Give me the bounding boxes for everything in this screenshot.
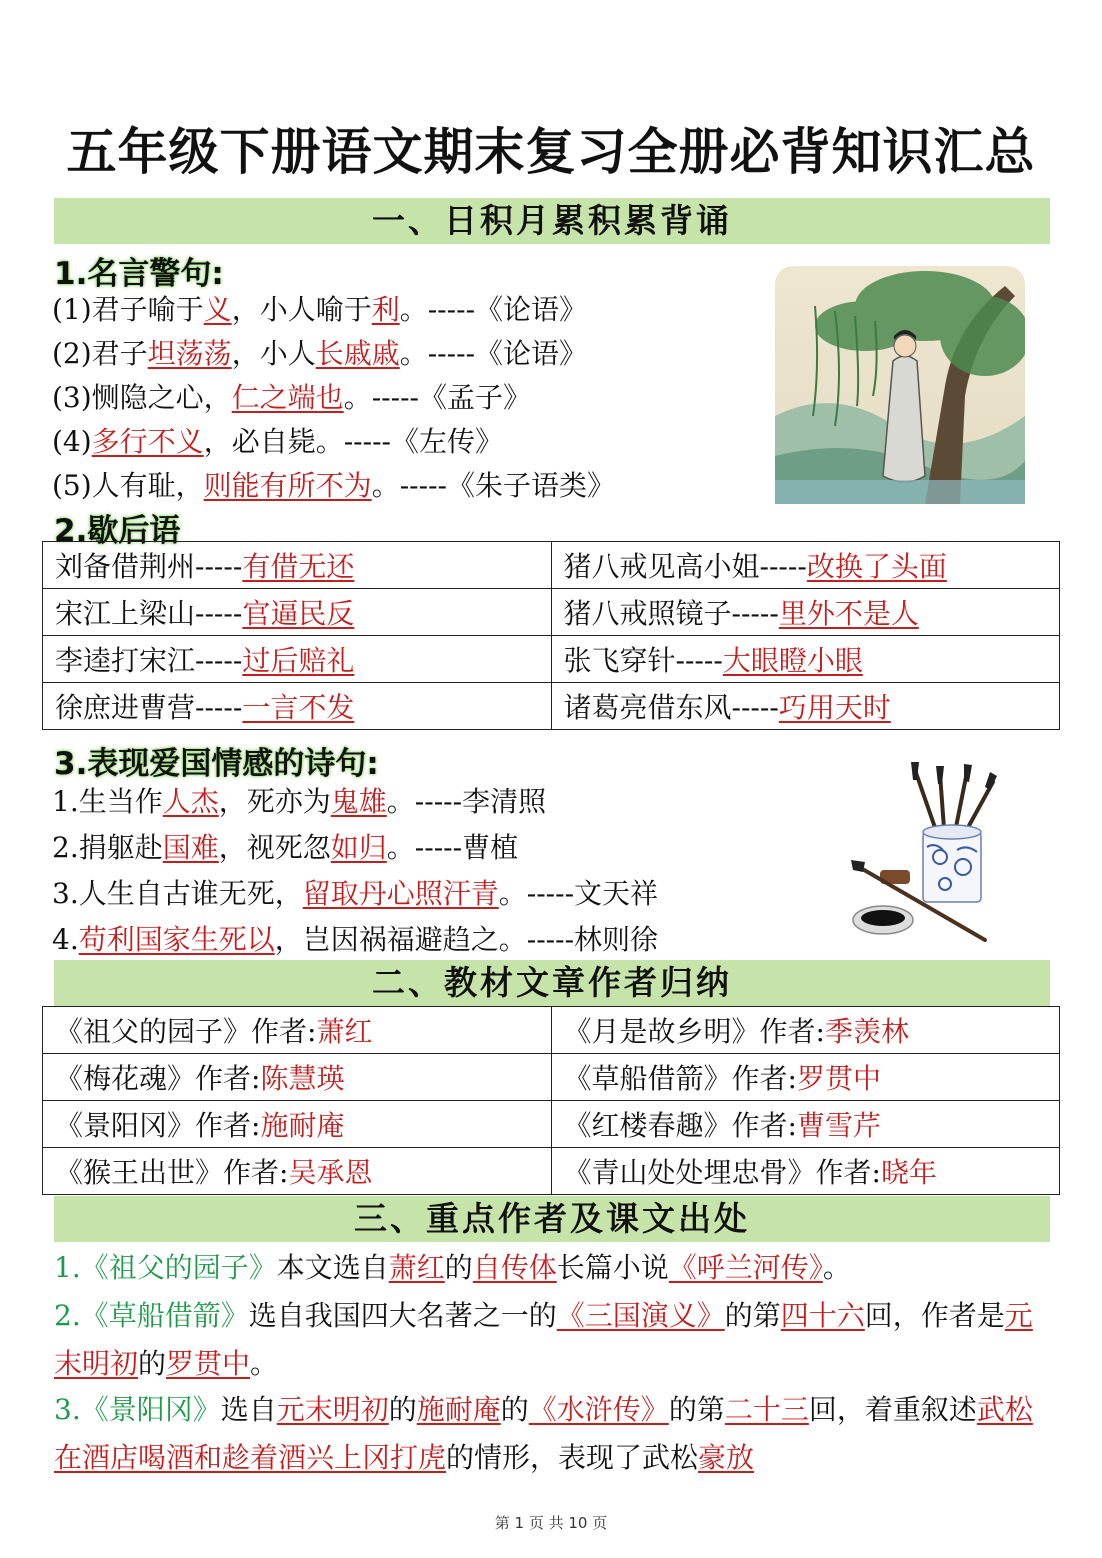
author-cell: 《梅花魂》作者:陈慧瑛 bbox=[43, 1054, 552, 1101]
author-cell: 《月是故乡明》作者:季羡林 bbox=[551, 1007, 1060, 1054]
maxim-line-1: (1)君子喻于义，小人喻于利。-----《论语》 bbox=[52, 293, 588, 326]
table-row bbox=[43, 1101, 1060, 1148]
source-paragraph-3: 3.《景阳冈》选自元末明初的施耐庵的《水浒传》的第二十三回，着重叙述武松在酒店喝酒和趁着酒兴上冈打虎的情形，表现了武松豪放 bbox=[54, 1393, 1033, 1474]
author-cell: 《景阳冈》作者:施耐庵 bbox=[43, 1101, 552, 1148]
section-3-heading: 三、重点作者及课文出处 bbox=[54, 1196, 1050, 1242]
table-row bbox=[43, 1148, 1060, 1195]
xiehouyu-cell: 猪八戒见高小姐-----改换了头面 bbox=[551, 542, 1060, 589]
source-paragraph-2: 2.《草船借箭》选自我国四大名著之一的《三国演义》的第四十六回，作者是元末明初的罗贯中。 bbox=[54, 1299, 1033, 1380]
xiehouyu-cell: 李逵打宋江-----过后赔礼 bbox=[43, 636, 552, 683]
table-row bbox=[43, 589, 1060, 636]
page-footer: 第 1 页 共 10 页 bbox=[494, 1514, 608, 1532]
source-paragraph-1: 1.《祖父的园子》本文选自萧红的自传体长篇小说《呼兰河传》。 bbox=[54, 1251, 851, 1284]
section-2-heading: 二、教材文章作者归纳 bbox=[54, 960, 1050, 1006]
table-row bbox=[43, 683, 1060, 730]
poem-line-2: 2.捐躯赴国难，视死忽如归。-----曹植 bbox=[52, 831, 519, 864]
maxim-line-5: (5)人有耻，则能有所不为。-----《朱子语类》 bbox=[52, 469, 615, 502]
author-cell: 《猴王出世》作者:吴承恩 bbox=[43, 1148, 552, 1195]
xiehouyu-cell: 刘备借荆州-----有借无还 bbox=[43, 542, 552, 589]
xiehouyu-heading: 2.歇后语 bbox=[54, 513, 181, 549]
table-row bbox=[43, 1007, 1060, 1054]
poem-line-3: 3.人生自古谁无死，留取丹心照汗青。-----文天祥 bbox=[52, 877, 659, 910]
author-cell: 《青山处处埋忠骨》作者:晓年 bbox=[551, 1148, 1060, 1195]
xiehouyu-cell: 诸葛亮借东风-----巧用天时 bbox=[551, 683, 1060, 730]
poems-heading: 3.表现爱国情感的诗句: bbox=[54, 746, 379, 782]
table-row bbox=[43, 542, 1060, 589]
maxims-heading: 1.名言警句: bbox=[54, 256, 224, 292]
authors-table bbox=[42, 1006, 1060, 1195]
maxim-line-3: (3)恻隐之心，仁之端也。-----《孟子》 bbox=[52, 381, 531, 414]
scholar-painting-illustration bbox=[775, 266, 1025, 504]
section-1-heading: 一、日积月累积累背诵 bbox=[54, 198, 1050, 244]
author-cell: 《祖父的园子》作者:萧红 bbox=[43, 1007, 552, 1054]
poem-line-4: 4.苟利国家生死以，岂因祸福避趋之。-----林则徐 bbox=[52, 923, 659, 956]
author-cell: 《草船借箭》作者:罗贯中 bbox=[551, 1054, 1060, 1101]
maxim-line-2: (2)君子坦荡荡，小人长戚戚。-----《论语》 bbox=[52, 337, 588, 370]
page-title: 五年级下册语文期末复习全册必背知识汇总 bbox=[66, 123, 1036, 181]
poem-line-1: 1.生当作人杰，死亦为鬼雄。-----李清照 bbox=[52, 785, 547, 818]
table-row bbox=[43, 636, 1060, 683]
maxim-line-4: (4)多行不义，必自毙。-----《左传》 bbox=[52, 425, 503, 458]
xiehouyu-cell: 张飞穿针-----大眼瞪小眼 bbox=[551, 636, 1060, 683]
xiehouyu-cell: 猪八戒照镜子-----里外不是人 bbox=[551, 589, 1060, 636]
table-row bbox=[43, 1054, 1060, 1101]
brush-pot-illustration bbox=[845, 762, 1005, 952]
xiehouyu-cell: 宋江上梁山-----官逼民反 bbox=[43, 589, 552, 636]
author-cell: 《红楼春趣》作者:曹雪芹 bbox=[551, 1101, 1060, 1148]
xiehouyu-table bbox=[42, 541, 1060, 730]
xiehouyu-cell: 徐庶进曹营-----一言不发 bbox=[43, 683, 552, 730]
